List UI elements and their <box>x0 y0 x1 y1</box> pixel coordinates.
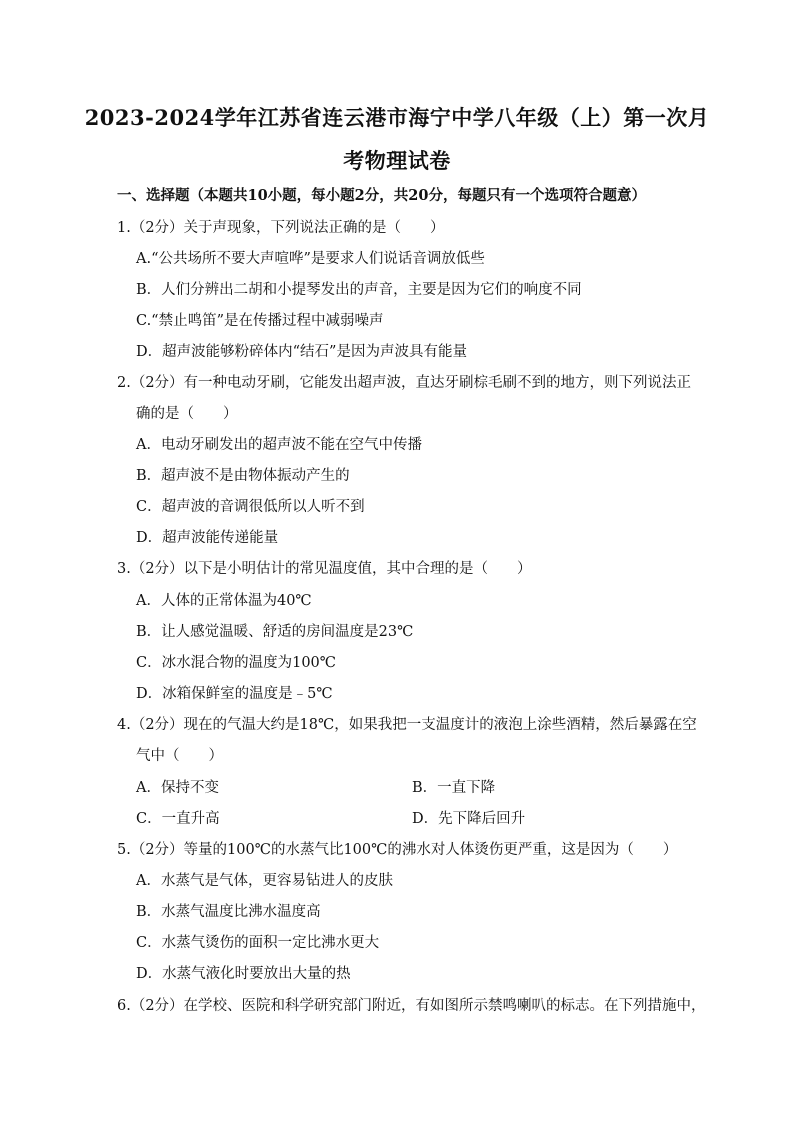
question-2-option-a: A．电动牙刷发出的超声波不能在空气中传播 <box>136 437 422 453</box>
question-2-stem-continued: 确的是（ ） <box>136 406 238 422</box>
exam-title-line1: 2023-2024学年江苏省连云港市海宁中学八年级（上）第一次月 <box>84 105 710 130</box>
question-2-stem: 2.（2分）有一种电动牙刷，它能发出超声波，直达牙刷棕毛刷不到的地方，则下列说法正 <box>117 375 692 391</box>
question-3-option-c: C．冰水混合物的温度为100℃ <box>136 655 336 671</box>
question-5-option-c: C．水蒸气烫伤的面积一定比沸水更大 <box>136 935 380 951</box>
question-2-option-d: D．超声波能传递能量 <box>136 530 279 546</box>
question-1-option-b: B．人们分辨出二胡和小提琴发出的声音，主要是因为它们的响度不同 <box>136 282 582 298</box>
question-1-option-d: D．超声波能够粉碎体内“结石”是因为声波具有能量 <box>136 344 467 360</box>
question-3-option-b: B．让人感觉温暖、舒适的房间温度是23℃ <box>136 624 414 640</box>
question-5-option-b: B．水蒸气温度比沸水温度高 <box>136 904 321 920</box>
section-heading: 一、选择题（本题共10小题，每小题2分，共20分，每题只有一个选项符合题意） <box>117 187 646 204</box>
question-5-option-a: A．水蒸气是气体，更容易钻进人的皮肤 <box>136 873 393 889</box>
question-5-stem: 5.（2分）等量的100℃的水蒸气比100℃的沸水对人体烫伤更严重，这是因为（ ） <box>117 842 678 858</box>
question-2-option-c: C．超声波的音调很低所以人听不到 <box>136 499 365 515</box>
question-6-stem: 6.（2分）在学校、医院和科学研究部门附近，有如图所示禁鸣喇叭的标志。在下列措施中， <box>117 998 706 1014</box>
question-4-option-d: D．先下降后回升 <box>412 811 526 827</box>
question-2-option-b: B．超声波不是由物体振动产生的 <box>136 468 350 484</box>
exam-title-line2: 考物理试卷 <box>343 148 451 173</box>
question-3-stem: 3.（2分）以下是小明估计的常见温度值，其中合理的是（ ） <box>117 561 532 577</box>
question-5-option-d: D．水蒸气液化时要放出大量的热 <box>136 966 351 982</box>
question-3-option-a: A．人体的正常体温为40℃ <box>136 593 312 609</box>
question-1-option-c: C.“禁止鸣笛”是在传播过程中减弱噪声 <box>136 313 384 329</box>
question-4-option-a: A．保持不变 <box>136 780 219 796</box>
question-4-stem: 4.（2分）现在的气温大约是18℃，如果我把一支温度计的液泡上涂些酒精，然后暴露在空 <box>117 717 697 733</box>
question-1-option-a: A.“公共场所不要大声喧哗”是要求人们说话音调放低些 <box>136 251 485 267</box>
question-4-stem-continued: 气中（ ） <box>136 748 223 764</box>
question-4-option-c: C．一直升高 <box>136 811 220 827</box>
question-1-stem: 1.（2分）关于声现象，下列说法正确的是（ ） <box>117 220 445 236</box>
question-3-option-d: D．冰箱保鲜室的温度是﹣5℃ <box>136 686 333 702</box>
question-4-option-b: B．一直下降 <box>412 780 496 796</box>
